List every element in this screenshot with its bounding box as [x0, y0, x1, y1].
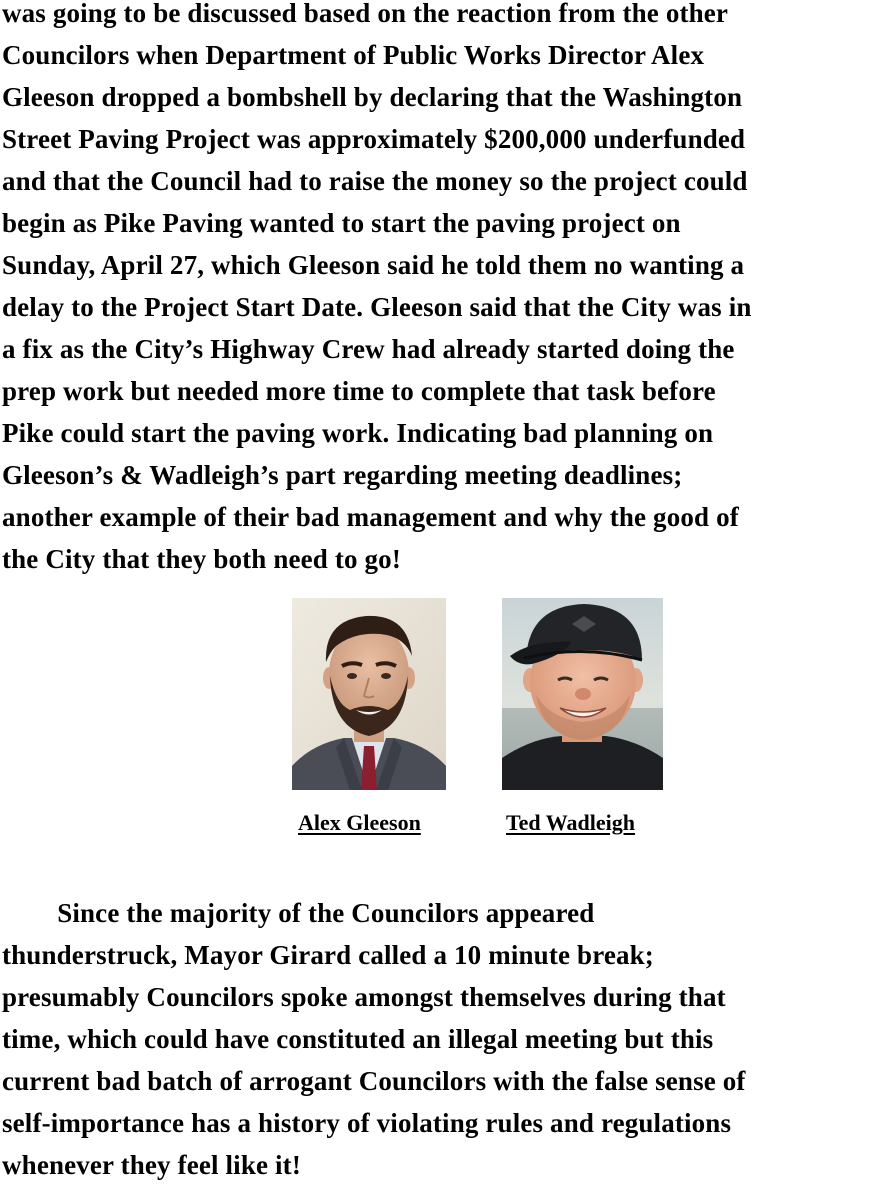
paragraph-1-line: was going to be discussed based on the reaction from the other	[2, 0, 729, 28]
paragraph-1-line: Gleeson dropped a bombshell by declaring that the Washington	[2, 82, 743, 112]
alex-gleeson-caption: Alex Gleeson	[298, 810, 421, 835]
alex-gleeson-photo	[292, 598, 446, 790]
paragraph-1-line: Gleeson’s & Wadleigh’s part regarding meeting deadlines;	[2, 460, 683, 490]
paragraph-2-line: current bad batch of arrogant Councilors with the false sense of	[2, 1066, 746, 1096]
paragraph-2-line: time, which could have constituted an illegal meeting but this	[2, 1024, 714, 1054]
paragraph-2-line: whenever they feel like it!	[2, 1150, 301, 1180]
paragraph-1-line: delay to the Project Start Date. Gleeson said that the City was in	[2, 292, 752, 322]
paragraph-1-line: Pike could start the paving work. Indicating bad planning on	[2, 418, 714, 448]
paragraph-2-line: self-importance has a history of violating rules and regulations	[2, 1108, 732, 1138]
ted-wadleigh-photo	[502, 598, 663, 790]
paragraph-1-line: and that the Council had to raise the money so the project could	[2, 166, 748, 196]
paragraph-1-line: a fix as the City’s Highway Crew had already started doing the	[2, 334, 735, 364]
paragraph-1-line: prep work but needed more time to complete that task before	[2, 376, 716, 406]
paragraph-1-line: begin as Pike Paving wanted to start the paving project on	[2, 208, 681, 238]
paragraph-1-line: the City that they both need to go!	[2, 544, 401, 574]
paragraph-2-line: Since the majority of the Councilors appeared	[2, 898, 595, 928]
paragraph-1	[2, 0, 752, 580]
paragraph-2-line: thunderstruck, Mayor Girard called a 10 minute break;	[2, 940, 654, 970]
paragraph-1-line: Sunday, April 27, which Gleeson said he told them no wanting a	[2, 250, 745, 280]
paragraph-2-line: presumably Councilors spoke amongst themselves during that	[2, 982, 726, 1012]
paragraph-2	[2, 892, 746, 1186]
paragraph-1-line: Street Paving Project was approximately $200,000 underfunded	[2, 124, 746, 154]
paragraph-1-line: another example of their bad management and why the good of	[2, 502, 739, 532]
ted-wadleigh-caption: Ted Wadleigh	[506, 810, 636, 835]
paragraph-1-line: Councilors when Department of Public Works Director Alex	[2, 40, 705, 70]
